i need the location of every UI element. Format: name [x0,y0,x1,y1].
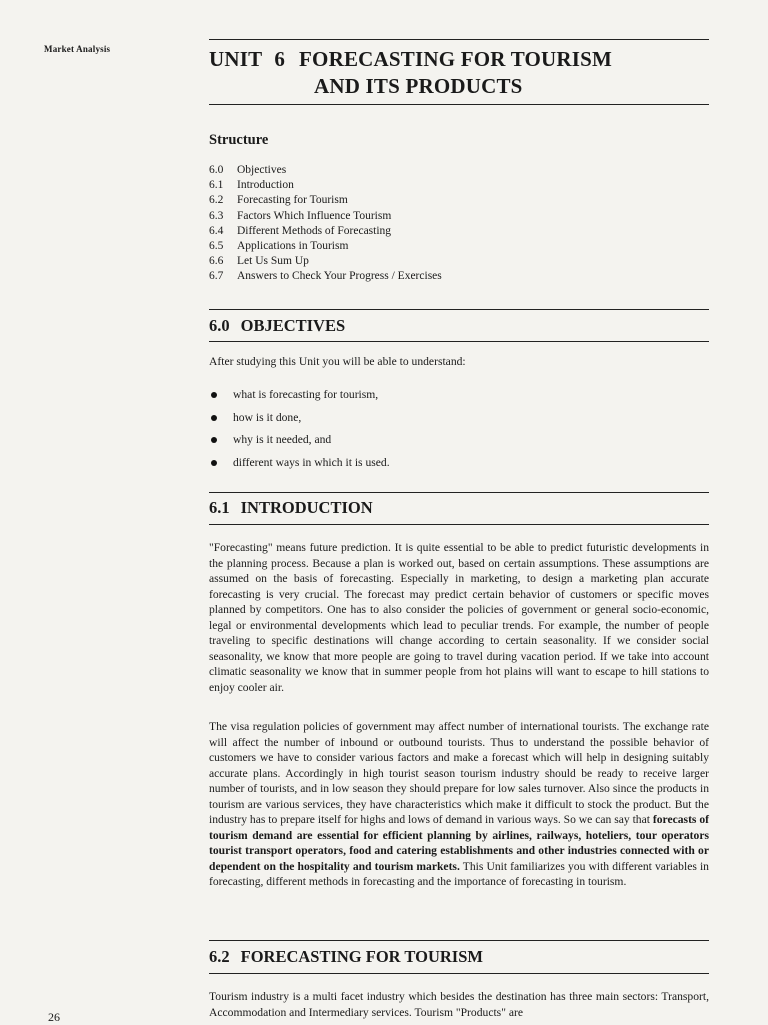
structure-list [209,163,442,285]
toc-item[interactable] [209,193,442,208]
paragraph-text: The visa regulation policies of government may affect number of international tourists. The exchange rate will affect the number of inbound or outbound tourists. Thus to understand the possible behavior of customers we have to consider various factors and make a forecast which will help in designing suitably accurate plans. Accordingly in high tourist season tourism industry should be ready to receive larger number of tourists, and in low season they should prepare for low sales turnover. Also since the products in tourism are various services, they have characteristics which make it difficult to stock the product. But the industry has to prepare itself for highs and lows of demand in various ways. So we can say that [209,720,709,826]
section-title: FORECASTING FOR TOURISM [240,947,483,966]
toc-text: Objectives [237,164,287,176]
bullet-icon [211,415,217,421]
section-heading-introduction [209,498,373,518]
toc-number: 6.3 [209,209,224,222]
section-title: OBJECTIVES [240,316,346,335]
bullet-icon [211,392,217,398]
top-rule [209,39,709,40]
bullet-icon [211,437,217,443]
toc-number: 6.4 [209,224,224,237]
section-rule [209,940,709,941]
toc-item[interactable] [209,178,442,193]
list-item [209,407,390,430]
paragraph-emphasis: forecasts of tourism demand are essential for efficient planning by airlines, railways, hoteliers, tour operators tourist transport operators, food and catering establishments and other industries connected with or dependent on the hospitality and tourism markets. [209,813,710,873]
list-item [209,452,390,475]
toc-text: Factors Which Influence Tourism [237,209,392,222]
section-heading-forecasting [209,947,483,967]
objectives-intro: After studying this Unit you will be able to understand: [209,355,466,368]
toc-text: Different Methods of Forecasting [237,224,392,237]
toc-item[interactable] [209,163,442,178]
toc-text: Answers to Check Your Progress / Exercises [237,270,442,283]
list-item [209,384,390,407]
toc-text: Introduction [237,179,294,192]
bullet-text: different ways in which it is used. [233,456,390,470]
toc-item[interactable] [209,269,442,284]
toc-text: Applications in Tourism [237,240,349,253]
section-rule [209,492,709,493]
section-title: INTRODUCTION [240,498,373,517]
section-rule [209,973,709,974]
section-number: 6.2 [209,947,230,966]
toc-text: Forecasting for Tourism [237,194,348,207]
forecasting-paragraph-1: Tourism industry is a multi facet industry which besides the destination has three main sectors: Transport, Accommodation and Intermediary services. Tourism "Products" are [209,990,709,1019]
toc-text: Let Us Sum Up [237,255,309,268]
bullet-text: what is forecasting for tourism, [233,388,379,401]
title-bottom-rule [209,104,709,105]
paragraph-text: This Unit familiarizes you with different variables in forecasting, different methods in forecasting and the importance of forecasting in tourism. [209,859,709,888]
introduction-paragraph-2 [209,719,709,890]
toc-item[interactable] [209,209,442,224]
toc-number: 6.5 [209,240,224,253]
section-rule [209,341,709,342]
section-rule [209,524,709,525]
toc-item[interactable] [209,224,442,239]
unit-number: 6 [274,47,286,71]
bullet-text: why is it needed, and [233,433,332,447]
section-number: 6.1 [209,498,230,517]
toc-number: 6.1 [209,179,224,192]
list-item [209,429,390,452]
section-heading-objectives [209,316,345,336]
unit-title-line1: FORECASTING FOR TOURISM [299,47,613,71]
toc-item[interactable] [209,239,442,254]
unit-title-line2: AND ITS PRODUCTS [314,74,523,98]
toc-number: 6.0 [209,164,224,176]
section-number: 6.0 [209,316,230,335]
structure-heading: Structure [209,132,269,148]
unit-label: UNIT [209,47,263,71]
toc-number: 6.2 [209,194,224,207]
bullet-text: how is it done, [233,410,302,424]
running-head: Market Analysis [44,44,111,54]
objectives-list [209,384,390,475]
page-number: 26 [48,1010,60,1024]
bullet-icon [211,460,217,466]
toc-number: 6.7 [209,270,224,283]
toc-number: 6.6 [209,255,224,268]
section-rule [209,309,709,310]
toc-item[interactable] [209,254,442,269]
unit-title [209,46,709,100]
introduction-paragraph-1: "Forecasting" means future prediction. It is quite essential to be able to predict futuristic developments in the planning process. Because a plan is worked out, based on certain assumptions. These assumptions are assumed on the basis of forecasting. Especially in marketing, to design a marketing plan accurate forecasting is very crucial. The forecast may predict certain behavior of customers or specific moves planned by competitors. One has to also consider the policies of government or general socio-economic, legal or environmental developments which lead to peculiar trends. For example, the number of people traveling to specific destinations will change according to certain seasonality. If we consider social seasonality, we know that more people are going to travel during vacation period. If we take into account climatic seasonality we know that in summer people from hot plains will want to escape to hill stations to enjoy cooler air. [209,541,709,694]
